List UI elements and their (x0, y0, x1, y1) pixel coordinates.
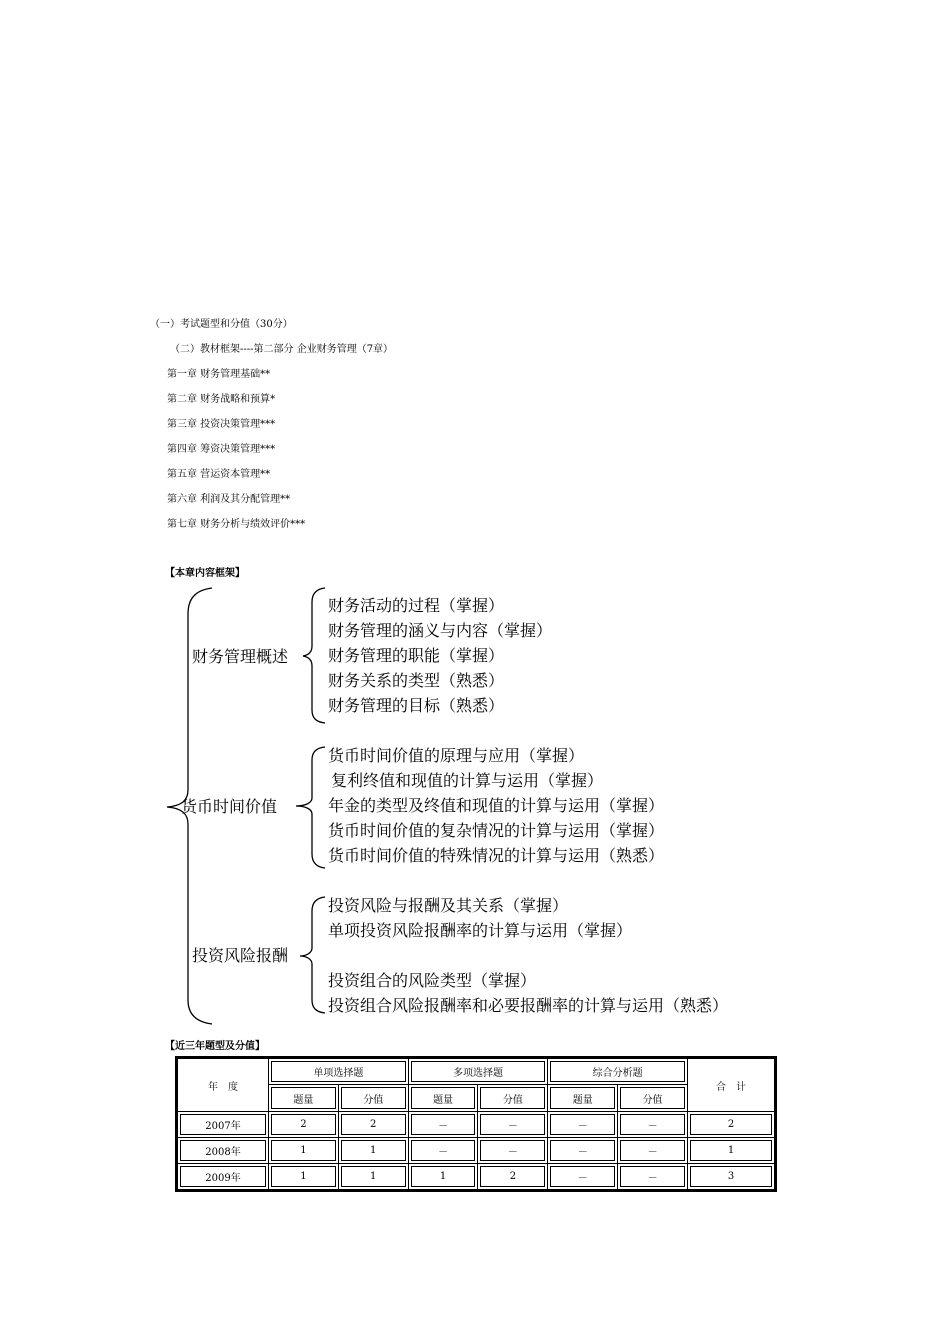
table-cell: － (618, 1138, 688, 1164)
sub-header: 题量 (548, 1085, 618, 1112)
chapter-item: 第一章 财务管理基础** (167, 369, 271, 380)
chapter-item: 第三章 投资决策管理*** (167, 419, 276, 430)
table-cell: 3 (688, 1164, 775, 1190)
framework-group-title: 财务管理概述 (192, 647, 289, 666)
table-cell: － (618, 1164, 688, 1190)
framework-item: 投资组合风险报酬率和必要报酬率的计算与运用（熟悉） (328, 996, 729, 1015)
framework-item: 投资组合的风险类型（掌握） (328, 971, 537, 990)
table-cell: 1 (269, 1138, 339, 1164)
table-cell: － (548, 1164, 618, 1190)
table-row (178, 1164, 775, 1190)
framework-item: 财务管理的目标（熟悉） (328, 696, 505, 715)
table-cell: － (548, 1138, 618, 1164)
table-cell: 1 (338, 1138, 408, 1164)
table-cell: － (408, 1138, 478, 1164)
sub-header: 题量 (269, 1085, 339, 1112)
table-cell: 2007年 (178, 1112, 269, 1138)
framework-item: 投资风险与报酬及其关系（掌握） (328, 896, 569, 915)
table-cell: 2 (478, 1164, 548, 1190)
table-cell: 2 (688, 1112, 775, 1138)
chapter-item: 第四章 筹资决策管理*** (167, 444, 276, 455)
framework-item: 货币时间价值的复杂情况的计算与运用（掌握） (328, 821, 665, 840)
framework-heading: 【本章内容框架】 (165, 568, 245, 579)
brace-group-3 (300, 897, 325, 1013)
table-cell: 2 (269, 1112, 339, 1138)
chapter-item: 第六章 利润及其分配管理** (167, 494, 291, 505)
scores-heading: 【近三年题型及分值】 (165, 1041, 265, 1052)
chapter-item: 第七章 财务分析与绩效评价*** (167, 519, 306, 530)
framework-item: 单项投资风险报酬率的计算与运用（掌握） (328, 921, 633, 940)
table-row (178, 1138, 775, 1164)
framework-group-title: 投资风险报酬 (192, 946, 289, 965)
sub-header: 分值 (338, 1085, 408, 1112)
framework-item: 复利终值和现值的计算与运用（掌握） (331, 771, 604, 790)
framework-item: 财务管理的涵义与内容（掌握） (328, 621, 553, 640)
table-row (178, 1112, 775, 1138)
sub-header: 分值 (478, 1085, 548, 1112)
table-cell: 1 (688, 1138, 775, 1164)
table-cell: － (618, 1112, 688, 1138)
table-cell: － (548, 1112, 618, 1138)
table-cell: 2 (338, 1112, 408, 1138)
table-cell: 1 (338, 1164, 408, 1190)
table-cell: 2009年 (178, 1164, 269, 1190)
framework-item: 货币时间价值的原理与应用（掌握） (328, 746, 585, 765)
framework-item: 财务关系的类型（熟悉） (328, 671, 505, 690)
group-header: 单项选择题 (269, 1059, 409, 1085)
brace-group-1 (303, 588, 325, 723)
sub-header: 题量 (408, 1085, 478, 1112)
table-cell: － (408, 1112, 478, 1138)
group-header: 多项选择题 (408, 1059, 548, 1085)
group-header: 综合分析题 (548, 1059, 688, 1085)
sub-header: 分值 (618, 1085, 688, 1112)
framework-item: 年金的类型及终值和现值的计算与运用（掌握） (328, 796, 665, 815)
section-textbook-framework: （二）教材框架----第二部分 企业财务管理（7章） (170, 344, 394, 355)
table-cell: － (478, 1112, 548, 1138)
table-cell: － (478, 1138, 548, 1164)
table-header-row (178, 1059, 775, 1085)
chapter-item: 第五章 营运资本管理** (167, 469, 271, 480)
framework-item: 货币时间价值的特殊情况的计算与运用（熟悉） (328, 846, 665, 865)
brace-group-2 (296, 747, 325, 868)
framework-item: 财务管理的职能（掌握） (328, 646, 505, 665)
table-cell: 2008年 (178, 1138, 269, 1164)
framework-item: 财务活动的过程（掌握） (328, 596, 505, 615)
total-header: 合 计 (688, 1059, 775, 1112)
year-header: 年 度 (178, 1059, 269, 1112)
framework-group-title: 货币时间价值 (181, 797, 278, 816)
section-exam-types: （一）考试题型和分值（30分） (150, 319, 293, 330)
chapter-item: 第二章 财务战略和预算* (167, 394, 276, 405)
table-cell: 1 (269, 1164, 339, 1190)
table-cell: 1 (408, 1164, 478, 1190)
scores-table (177, 1058, 775, 1190)
